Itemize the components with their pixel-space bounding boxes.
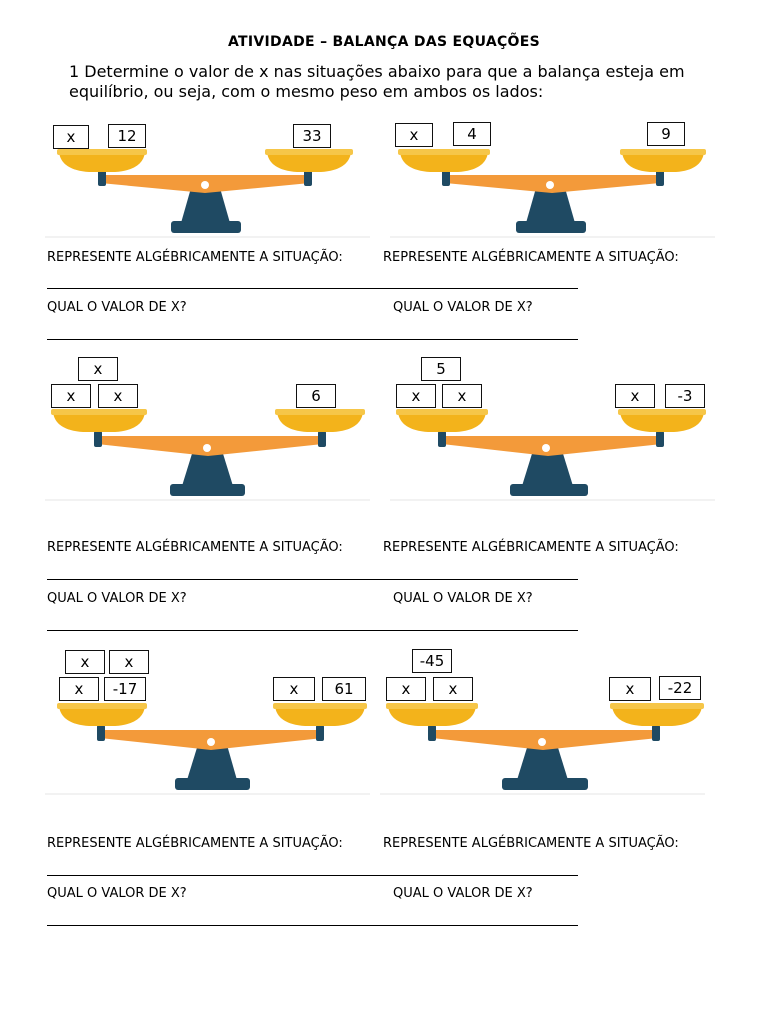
balance-scale-3	[45, 360, 375, 503]
weight-box: 6	[296, 384, 336, 408]
weight-box: x	[65, 650, 105, 674]
weight-box: x	[609, 677, 651, 701]
weight-box: x	[109, 650, 149, 674]
worksheet-title: ATIVIDADE – BALANÇA DAS EQUAÇÕES	[228, 34, 540, 50]
weight-box: x	[273, 677, 315, 701]
weight-box: -3	[665, 384, 705, 408]
weight-box: x	[615, 384, 655, 408]
weight-box: -22	[659, 676, 701, 700]
weight-box: x	[51, 384, 91, 408]
weight-box: 4	[453, 122, 491, 146]
balance-scale-4	[390, 360, 720, 503]
balance-scale-5	[45, 653, 375, 797]
answer-line	[47, 339, 578, 340]
weight-box: 61	[322, 677, 366, 701]
weight-box: 5	[421, 357, 461, 381]
weight-box: x	[53, 125, 89, 149]
weight-box: x	[395, 123, 433, 147]
instruction-text: 1 Determine o valor de x nas situações abaixo para que a balança esteja em equilíbrio, ou seja, com o mesmo peso em ambos os lados:	[69, 62, 685, 101]
weight-box: 33	[293, 124, 331, 148]
weight-box: x	[433, 677, 473, 701]
represent-label: REPRESENTE ALGÉBRICAMENTE A SITUAÇÃO:	[383, 250, 679, 265]
value-label: QUAL O VALOR DE X?	[393, 591, 533, 606]
weight-box: x	[78, 357, 118, 381]
value-label: QUAL O VALOR DE X?	[47, 886, 187, 901]
represent-label: REPRESENTE ALGÉBRICAMENTE A SITUAÇÃO:	[47, 836, 343, 851]
answer-line	[47, 630, 578, 631]
weight-box: x	[396, 384, 436, 408]
answer-line	[47, 579, 578, 580]
answer-line	[47, 925, 578, 926]
weight-box: x	[386, 677, 426, 701]
value-label: QUAL O VALOR DE X?	[47, 300, 187, 315]
weight-box: 9	[647, 122, 685, 146]
answer-line	[47, 875, 578, 876]
balance-scale-6	[380, 652, 710, 797]
balance-scale-2	[390, 115, 720, 240]
weight-box: x	[98, 384, 138, 408]
represent-label: REPRESENTE ALGÉBRICAMENTE A SITUAÇÃO:	[47, 250, 343, 265]
weight-box: 12	[108, 124, 146, 148]
represent-label: REPRESENTE ALGÉBRICAMENTE A SITUAÇÃO:	[383, 836, 679, 851]
weight-box: x	[442, 384, 482, 408]
answer-line	[47, 288, 578, 289]
value-label: QUAL O VALOR DE X?	[393, 886, 533, 901]
weight-box: x	[59, 677, 99, 701]
value-label: QUAL O VALOR DE X?	[393, 300, 533, 315]
balance-scale-1	[45, 115, 375, 240]
represent-label: REPRESENTE ALGÉBRICAMENTE A SITUAÇÃO:	[383, 540, 679, 555]
represent-label: REPRESENTE ALGÉBRICAMENTE A SITUAÇÃO:	[47, 540, 343, 555]
weight-box: -17	[104, 677, 146, 701]
weight-box: -45	[412, 649, 452, 673]
value-label: QUAL O VALOR DE X?	[47, 591, 187, 606]
